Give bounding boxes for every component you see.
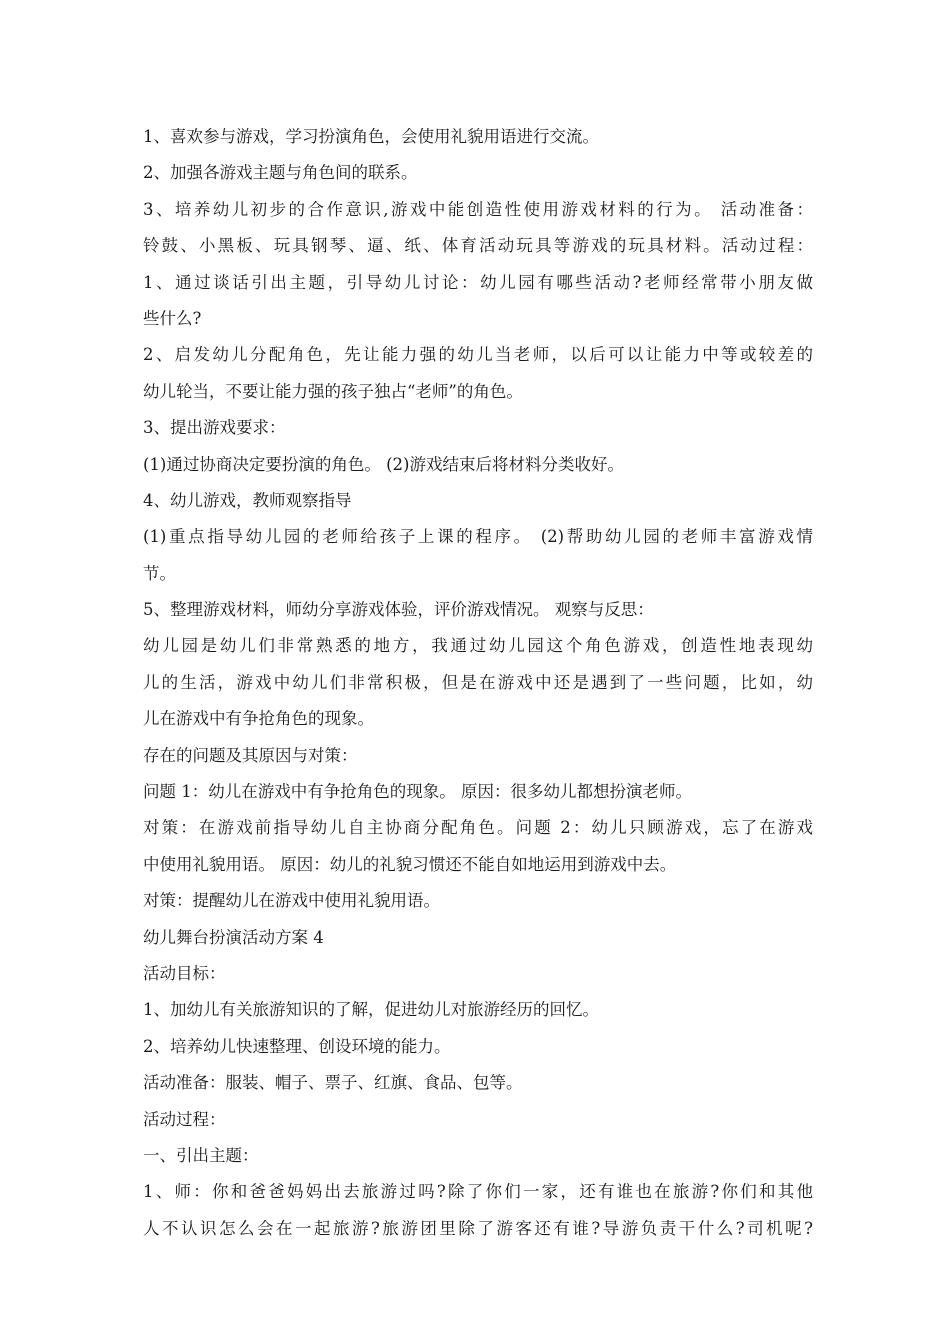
text-line: 活动过程： <box>143 1109 226 1129</box>
text-line: 4、幼儿游戏，教师观察指导 <box>143 490 352 510</box>
text-line: 问题 1：幼儿在游戏中有争抢角色的现象。 原因：很多幼儿都想扮演老师。 <box>143 782 692 802</box>
section-heading: 幼儿舞台扮演活动方案 4 <box>143 927 324 947</box>
text-line: 1、通过谈话引出主题，引导幼儿讨论：幼儿园有哪些活动?老师经常带小朋友做 <box>143 272 813 292</box>
text-line: 节。 <box>143 563 176 583</box>
text-line: 儿在游戏中有争抢角色的现象。 <box>143 709 374 729</box>
text-line: 人不认识怎么会在一起旅游?旅游团里除了游客还有谁?导游负责干什么?司机呢? <box>143 1218 813 1238</box>
text-line: 对策：在游戏前指导幼儿自主协商分配角色。问题 2：幼儿只顾游戏，忘了在游戏 <box>143 818 813 838</box>
text-line: 存在的问题及其原因与对策： <box>143 745 358 765</box>
text-line: 1、喜欢参与游戏，学习扮演角色，会使用礼貌用语进行交流。 <box>143 127 599 146</box>
text-line: 中使用礼貌用语。 原因：幼儿的礼貌习惯还不能自如地运用到游戏中去。 <box>143 854 677 874</box>
text-line: 2、启发幼儿分配角色，先让能力强的幼儿当老师，以后可以让能力中等或较差的 <box>143 345 813 365</box>
text-line: 铃鼓、小黑板、玩具钢琴、逼、纸、体育活动玩具等游戏的玩具材料。活动过程： <box>143 236 813 256</box>
text-line: 3、提出游戏要求： <box>143 418 286 438</box>
text-line: 2、加强各游戏主题与角色间的联系。 <box>143 163 418 183</box>
text-line: 1、师：你和爸爸妈妈出去旅游过吗?除了你们一家，还有谁也在旅游?你们和其他 <box>143 1182 813 1202</box>
text-line: (1)通过协商决定要扮演的角色。 (2)游戏结束后将材料分类收好。 <box>143 454 624 474</box>
text-line: 一、引出主题： <box>143 1145 259 1165</box>
text-line: 儿的生活，游戏中幼儿们非常积极，但是在游戏中还是遇到了一些问题，比如，幼 <box>143 672 813 692</box>
text-line: 对策：提醒幼儿在游戏中使用礼貌用语。 <box>143 891 440 911</box>
text-line: 些什么? <box>143 308 202 328</box>
text-line: 1、加幼儿有关旅游知识的了解，促进幼儿对旅游经历的回忆。 <box>143 1000 599 1020</box>
text-line: (1)重点指导幼儿园的老师给孩子上课的程序。 (2)帮助幼儿园的老师丰富游戏情 <box>143 527 813 547</box>
text-line: 活动目标： <box>143 963 226 983</box>
text-line: 幼儿轮当，不要让能力强的孩子独占“老师”的角色。 <box>143 381 523 401</box>
text-line: 3、培养幼儿初步的合作意识,游戏中能创造性使用游戏材料的行为。 活动准备： <box>143 199 813 219</box>
text-line: 5、整理游戏材料，师幼分享游戏体验，评价游戏情况。 观察与反思： <box>143 600 654 620</box>
text-line: 活动准备：服装、帽子、票子、红旗、食品、包等。 <box>143 1073 523 1093</box>
document-body <box>143 119 813 1247</box>
text-line: 2、培养幼儿快速整理、创设环境的能力。 <box>143 1036 451 1056</box>
text-line: 幼儿园是幼儿们非常熟悉的地方，我通过幼儿园这个角色游戏，创造性地表现幼 <box>143 636 813 656</box>
